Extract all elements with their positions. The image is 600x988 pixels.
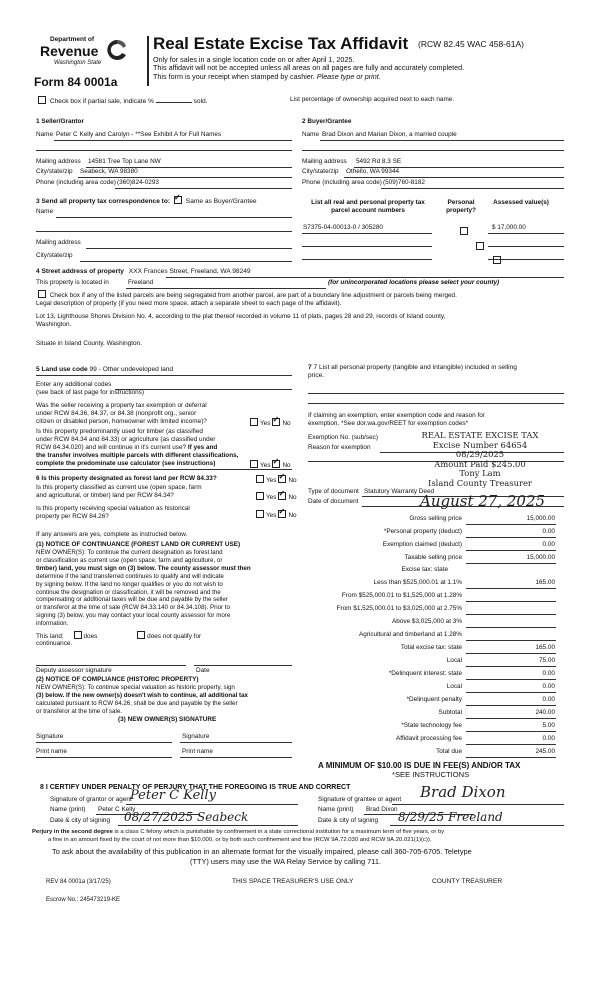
exemption-q-line2: under RCW 84.36, 84.37, or 84.38 (nonprofit org., senior xyxy=(36,410,197,417)
calc-value[interactable]: 0.00 xyxy=(542,735,555,742)
timber-q-line1: Is this property predominantly used for timber (as classified xyxy=(36,428,203,435)
legal-description-label: Legal description of property (if you need more space, attach a separate sheet to each page of the affidavit). xyxy=(36,300,342,307)
exempt-instructions-1: If claiming an exemption, enter exemption code and reason for xyxy=(308,412,485,419)
statute-reference: (RCW 82.45 WAC 458-61A) xyxy=(418,39,524,49)
new-owner-signature-heading: (3) NEW OWNER(S) SIGNATURE xyxy=(118,716,217,723)
located-field[interactable]: Freeland xyxy=(128,279,154,286)
street-address-field[interactable]: XXX Frances Street, Freeland, WA 98249 xyxy=(128,268,251,275)
same-as-buyer-checkbox[interactable] xyxy=(174,196,182,204)
this-land-label: This land: xyxy=(36,633,64,640)
forest-q: 6 Is this property designated as forest land per RCW 84.33? xyxy=(36,475,217,482)
grantor-date-label: Date & city of signing xyxy=(50,817,111,824)
personal-property-checkbox-2[interactable] xyxy=(476,242,484,250)
section5-heading: 5 Land use code xyxy=(36,366,88,373)
calc-value[interactable]: 15,000.00 xyxy=(526,554,555,561)
grantor-date-field[interactable]: 08/27/2025 Seabeck xyxy=(124,810,249,824)
notice-line: signing (3) below, you may contact your local county assessor for more xyxy=(36,612,231,620)
accessibility-line-1: To ask about the availability of this publication in an alternate format for the visually impaired, please call 360-705-6705. Teletype xyxy=(52,847,472,856)
calc-label: Above $3,025,000 at 3% xyxy=(392,618,462,625)
calc-value[interactable]: 245.00 xyxy=(535,748,555,755)
notice-line xyxy=(36,692,248,700)
certify-heading: 8 I CERTIFY UNDER PENALTY OF PERJURY THAT THE FOREGOING IS TRUE AND CORRECT xyxy=(40,784,351,791)
notice-line: NEW OWNER(S): To continue the current designation as forest land xyxy=(36,549,223,556)
no-label: No xyxy=(288,477,297,484)
buyer-name-label: Name xyxy=(302,131,320,138)
stamp-treasurer-name: Tony Lam xyxy=(459,468,501,479)
owner-print-label-2: Print name xyxy=(182,748,213,755)
if-yes-note: If any answers are yes, complete as instructed below. xyxy=(36,531,188,538)
yes-label: Yes xyxy=(260,462,271,469)
parcel-number-1[interactable]: S7375-04-00013-0 / 305280 xyxy=(303,224,383,231)
notice-line: determine if the land transferred continues to qualify and will indicate xyxy=(36,572,224,580)
exemption-q-yesno xyxy=(248,418,291,427)
forest-q-yesno xyxy=(254,475,297,484)
stamp-title: REAL ESTATE EXCISE TAX xyxy=(421,430,539,440)
timber-q-line4: the transfer involves multiple parcels with different classifications, xyxy=(36,452,239,459)
corr-name-label: Name xyxy=(36,208,54,215)
buyer-phone-label: Phone (including area code) xyxy=(302,179,382,186)
personal-property-checkbox-1[interactable] xyxy=(460,227,468,235)
segregate-row xyxy=(36,290,457,299)
logo-revenue-text: Revenue xyxy=(40,43,99,59)
owner-print-label-1: Print name xyxy=(36,748,67,755)
stamp-excise-number: Excise Number 64654 xyxy=(432,439,528,450)
buyer-name-field[interactable]: Brad Dixon and Marian Dixon, a married couple xyxy=(322,131,457,138)
grantee-name-field[interactable]: Brad Dixon xyxy=(366,806,398,813)
perjury-line-2: a fine in an amount fixed by the court of not more than $10,000, or by both such confinement and fine (RCW 9A.72.030 and RCW 9A.20.021(1)(c)). xyxy=(48,837,432,843)
dor-logo xyxy=(34,36,134,70)
located-note: (for unincorporated locations please select your county) xyxy=(328,279,500,286)
historic-q-line1: Is this property receiving special valuation as historical xyxy=(36,505,190,512)
current-use-yes-checkbox[interactable] xyxy=(256,492,264,500)
exemption-no-label: Exemption No. (sub/sec) xyxy=(308,434,378,441)
seller-name-label: Name xyxy=(36,131,54,138)
grantor-signature[interactable]: Peter C Kelly xyxy=(130,788,216,803)
calc-value[interactable]: 5.00 xyxy=(542,722,555,729)
section3-heading: 3 Send all property tax correspondence to: xyxy=(36,198,171,205)
partial-sale-label: Check box if partial sale, indicate % xyxy=(49,98,154,105)
document-type-field[interactable]: Statutory Warranty Deed xyxy=(364,488,435,495)
reason-exemption-label: Reason for exemption xyxy=(308,444,371,451)
calc-label: From $1,525,000.01 to $3,025,000 at 2.75% xyxy=(336,605,462,612)
notice-line: or classification as current use (open space, farm and agriculture, or xyxy=(36,556,223,564)
logo-dept-text: Department of xyxy=(50,36,95,43)
timber-q-line5: complete the predominate use calculator (see instructions) xyxy=(36,460,216,467)
section7-heading-block xyxy=(308,364,517,380)
calc-label: Agricultural and timberland at 1.28% xyxy=(358,631,462,638)
calc-label: Exemption claimed (deduct) xyxy=(382,541,462,548)
notice-line: information. xyxy=(36,620,69,628)
header-subtitle-1: Only for sales in a single location code on or after April 1, 2025. xyxy=(153,55,355,64)
notice-line xyxy=(36,565,251,573)
notice-line: or transferor at the time of sale (RCW 84.33.140 or 84.34.108). Prior to xyxy=(36,604,230,612)
notice-line: calculated pursuant to RCW 84.26, shall be due and payable by the seller xyxy=(36,699,238,707)
washington-emblem-icon xyxy=(106,38,128,62)
partial-percent-field[interactable] xyxy=(156,102,192,103)
land-use-field[interactable]: 99 - Other undeveloped land xyxy=(89,366,174,373)
treasurer-use-label: THIS SPACE TREASURER'S USE ONLY xyxy=(232,878,354,885)
historic-no-checkbox[interactable] xyxy=(278,510,286,518)
calc-value[interactable]: 75.00 xyxy=(539,657,555,664)
does-checkbox[interactable] xyxy=(74,631,82,639)
notice-line-bold: timber) land, you must sign on (3) below. The county assessor must then xyxy=(36,564,251,572)
owner-signature-label-2: Signature xyxy=(182,733,210,740)
stamp-date: 08/29/2025 xyxy=(455,449,505,460)
buyer-mail-field[interactable]: 5492 Rd 8.3 SE xyxy=(356,158,402,165)
calc-label: Total due xyxy=(436,748,462,755)
grantee-name-label: Name (print) xyxy=(318,806,354,813)
deputy-date-label: Date xyxy=(196,667,210,674)
calc-value[interactable]: 0.00 xyxy=(542,683,555,690)
grantor-name-label: Name (print) xyxy=(50,806,86,813)
historic-yes-checkbox[interactable] xyxy=(256,510,264,518)
corr-city-label: City/state/zip xyxy=(36,252,73,259)
receipt-text: This form is your receipt when stamped by cashier. xyxy=(153,72,315,81)
notice-compliance-heading: (2) NOTICE OF COMPLIANCE (HISTORIC PROPERTY) xyxy=(36,676,199,683)
partial-sale-checkbox[interactable] xyxy=(38,96,46,104)
does-label: does xyxy=(83,633,98,640)
parcel-col-header: List all real and personal property tax parcel account numbers xyxy=(311,199,425,214)
yes-label: Yes xyxy=(266,477,277,484)
notice-continuance-heading: (1) NOTICE OF CONTINUANCE (FOREST LAND OR CURRENT USE) xyxy=(36,541,241,548)
corr-mail-label: Mailing address xyxy=(36,239,81,246)
calc-label: Gross selling price xyxy=(409,515,462,522)
calc-value[interactable]: 0.00 xyxy=(542,670,555,677)
exemption-q-line3: citizen or disabled person, homeowner with limited income)? xyxy=(36,418,207,425)
perjury-bold: Perjury in the second degree xyxy=(32,829,113,835)
type-or-print-text: Please type or print. xyxy=(316,72,381,81)
owner-signature-label-1: Signature xyxy=(36,733,64,740)
timber-q-bold: If yes and xyxy=(187,444,218,451)
timber-q-yesno xyxy=(248,460,291,469)
calc-label: Total excise tax: state xyxy=(400,644,462,651)
legal-description-2[interactable]: Washington. xyxy=(36,321,72,328)
segregate-label: Check box if any of the listed parcels are being segregated from another parcel, are part of a boundary line adjustment or parcels being merged. xyxy=(49,292,457,299)
timber-q-text: RCW 84.34.020) and will continue in it's current use? xyxy=(36,444,187,451)
calc-label: Subtotal xyxy=(438,709,462,716)
yes-label: Yes xyxy=(260,420,271,427)
historic-q-line2: property per RCW 84.26? xyxy=(36,513,109,520)
document-date-label: Date of document xyxy=(308,498,359,505)
calc-value[interactable]: 165.00 xyxy=(535,644,555,651)
this-land-row xyxy=(36,631,201,640)
treasurer-stamp xyxy=(400,431,560,489)
exempt-link-text: *See dor.wa.gov/REET for exemption codes* xyxy=(341,420,469,427)
exempt-text: exemption. xyxy=(308,420,340,427)
seller-city-label: City/state/zip xyxy=(36,168,73,175)
calc-label: Less than $525,000.01 at 1.1% xyxy=(373,579,462,586)
grantee-date-field[interactable]: 8/29/25 Freeland xyxy=(398,810,503,824)
page-title: Real Estate Excise Tax Affidavit xyxy=(153,34,409,53)
section4-heading: 4 Street address of property xyxy=(36,268,124,275)
additional-codes-note: (see back of last page for instructions) xyxy=(36,389,144,396)
current-use-no-checkbox[interactable] xyxy=(278,492,286,500)
escrow-number: Escrow No.: 245473219-KE xyxy=(46,897,121,903)
yes-label: Yes xyxy=(266,512,277,519)
forest-no-checkbox[interactable] xyxy=(278,475,286,483)
forest-yes-checkbox[interactable] xyxy=(256,475,264,483)
assessed-col-header: Assessed value(s) xyxy=(493,199,549,206)
header-subtitle-3 xyxy=(153,72,381,81)
personal-col-header: Personal property? xyxy=(446,199,476,214)
accessibility-line-2: (TTY) users may use the WA Relay Service by calling 711. xyxy=(190,857,381,866)
buyer-city-label: City/state/zip xyxy=(302,168,339,175)
assessed-value-1[interactable]: $ 17,000.00 xyxy=(492,224,526,231)
perjury-line-1 xyxy=(32,829,444,835)
no-label: No xyxy=(282,420,291,427)
exemption-no-checkbox[interactable] xyxy=(272,418,280,426)
minimum-fee-note: A MINIMUM OF $10.00 IS DUE IN FEE(S) AND/OR TAX xyxy=(318,761,521,770)
grantee-signature[interactable]: Brad Dixon xyxy=(420,783,506,801)
timber-q-line3 xyxy=(36,444,217,451)
calc-label: *Delinquent interest: state xyxy=(388,670,462,677)
header-divider xyxy=(147,36,149,86)
calc-label: Taxable selling price xyxy=(404,554,462,561)
calc-value[interactable]: 15,000.00 xyxy=(526,515,555,522)
calc-value[interactable]: 0.00 xyxy=(542,696,555,703)
calc-label: Local xyxy=(446,683,462,690)
legal-description-3[interactable]: Situate in Island County, Washington. xyxy=(36,340,142,347)
calc-label: From $525,000.01 to $1,525,000 at 1.28% xyxy=(341,592,462,599)
no-label: No xyxy=(288,494,297,501)
grantee-date-label: Date & city of signing xyxy=(318,817,379,824)
perjury-text: is a class C felony which is punishable by confinement in a state correctional institution for a maximum term of five years, or by xyxy=(114,829,445,835)
grantor-signature-label: Signature of grantor or agent xyxy=(50,796,132,803)
notice-line: compensating or additional taxes will be due and payable by the seller xyxy=(36,596,228,604)
notice-line: by signing below. If the land no longer qualifies or you do not wish to xyxy=(36,580,223,588)
stamp-amount: Amount Paid $245.00 xyxy=(434,458,526,469)
current-use-q-line2: and agricultural, or timber) land per RCW 84.34? xyxy=(36,492,174,499)
timber-yes-checkbox[interactable] xyxy=(250,460,258,468)
segregate-checkbox[interactable] xyxy=(38,290,46,298)
stamp-office: Island County Treasurer xyxy=(428,477,532,488)
seller-city-field[interactable]: Seabeck, WA 98380 xyxy=(80,168,138,175)
calc-value[interactable]: 0.00 xyxy=(542,541,555,548)
county-treasurer-label: COUNTY TREASURER xyxy=(432,878,503,885)
calc-label: Affidavit processing fee xyxy=(396,735,462,742)
see-instructions-note: *SEE INSTRUCTIONS xyxy=(392,770,470,779)
buyer-city-field[interactable]: Othello, WA 99344 xyxy=(346,168,400,175)
calc-label: Local xyxy=(446,657,462,664)
land-use-row xyxy=(36,366,173,373)
notice-line: or transferor at the time of sale. xyxy=(36,707,122,715)
notice-line-bold: (3) below. If the new owner(s) doesn't wish to continue, all additional tax xyxy=(36,691,248,699)
sold-label: sold. xyxy=(193,98,208,105)
located-label: This property is located in xyxy=(36,279,109,286)
timber-q-line2: under RCW 84.34 and 84.33) or agriculture (as classified under xyxy=(36,436,216,443)
seller-heading: 1 Seller/Grantor xyxy=(36,118,84,125)
exempt-instructions-2 xyxy=(308,420,468,427)
buyer-heading: 2 Buyer/Grantee xyxy=(302,118,352,125)
document-date-field[interactable]: August 27, 2025 xyxy=(420,492,546,510)
timber-no-checkbox[interactable] xyxy=(272,460,280,468)
seller-name-field[interactable]: Peter C Kelly and Carolyn - **See Exhibit A for Full Names xyxy=(56,131,222,138)
calc-label: Excise tax: state xyxy=(401,566,448,573)
calc-value[interactable]: 0.00 xyxy=(542,528,555,535)
notice-line: continue the designation or classification, it will be removed and the xyxy=(36,588,221,596)
section7-heading: 7 7 List all personal property (tangible and intangible) included in selling xyxy=(308,364,517,371)
same-as-buyer-label: Same as Buyer/Grantee xyxy=(185,198,257,205)
does-not-label: does not qualify for xyxy=(147,633,202,640)
partial-sale-row xyxy=(36,96,208,105)
continuance-label: continuance. xyxy=(36,640,73,647)
buyer-phone-field[interactable]: (509)760-8182 xyxy=(383,179,425,186)
additional-codes-label: Enter any additional codes xyxy=(36,381,112,388)
does-not-checkbox[interactable] xyxy=(137,631,145,639)
buyer-mail-label: Mailing address xyxy=(302,158,347,165)
grantee-signature-label: Signature of grantee or agent xyxy=(318,796,402,803)
seller-mail-label: Mailing address xyxy=(36,158,81,165)
header-subtitle-2: This affidavit will not be accepted unless all areas on all pages are fully and accurately completed. xyxy=(153,63,465,72)
section7-heading-text: 7 List all personal property (tangible and intangible) included in selling xyxy=(313,364,517,371)
current-use-q-line1: Is this property classified as current use (open space, farm xyxy=(36,484,202,491)
seller-phone-label: Phone (including area code) xyxy=(36,179,116,186)
street-address-row xyxy=(36,268,251,275)
calc-label: *Personal property (deduct) xyxy=(383,528,462,535)
logo-state-text: Washington State xyxy=(54,60,102,66)
exemption-q-line1: Was the seller receiving a property tax exemption or deferral xyxy=(36,402,207,409)
calc-value[interactable]: 240.00 xyxy=(535,709,555,716)
notice-compliance-text xyxy=(36,684,248,716)
legal-description-1[interactable]: Lot 13, Lighthouse Shores Division No. 4, according to the plat thereof recorded in volume 11 of plats, pages 28 and 29, records of Island county, xyxy=(36,313,446,320)
section3-heading-row xyxy=(36,196,257,205)
notice-continuance-text xyxy=(36,549,251,628)
notice-line: NEW OWNER(S): To continue special valuation as historic property, sign xyxy=(36,684,235,691)
current-use-q-yesno xyxy=(254,492,297,501)
seller-mail-field[interactable]: 14581 Tree Top Lane NW xyxy=(88,158,161,165)
seller-phone-field[interactable]: (360)824-0293 xyxy=(117,179,159,186)
grantor-name-field[interactable]: Peter C Kelly xyxy=(98,806,136,813)
section7-heading-text2: price. xyxy=(308,372,325,380)
document-type-label: Type of document xyxy=(308,488,359,495)
form-number: Form 84 0001a xyxy=(34,75,118,89)
yes-label: Yes xyxy=(266,494,277,501)
historic-q-yesno xyxy=(254,510,297,519)
ownership-note: List percentage of ownership acquired next to each name. xyxy=(290,96,455,103)
calc-label: *Delinquent penalty xyxy=(406,696,462,703)
deputy-signature-label: Deputy assessor signature xyxy=(36,667,112,674)
revision-label: REV 84 0001a (3/17/25) xyxy=(46,879,111,885)
personal-property-checkbox-3[interactable] xyxy=(493,256,501,264)
no-label: No xyxy=(288,512,297,519)
exemption-yes-checkbox[interactable] xyxy=(250,418,258,426)
calc-label: *State technology fee xyxy=(401,722,462,729)
calc-value[interactable]: 165.00 xyxy=(535,579,555,586)
no-label: No xyxy=(282,462,291,469)
